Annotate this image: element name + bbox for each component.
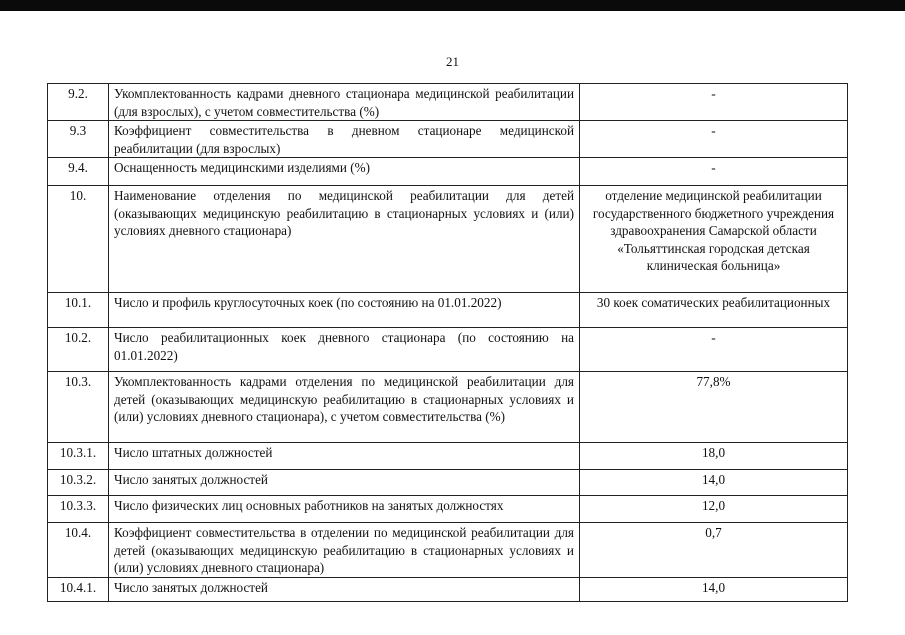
row-description: Число штатных должностей [109,443,580,470]
row-description: Наименование отделения по медицинской реабилитации для детей (оказывающих медицинскую реабилитацию в стационарных условиях и (или) условиях дневного стационара) [109,186,580,293]
row-number: 10.3.2. [48,470,109,496]
row-value: 18,0 [580,443,848,470]
table-row [48,443,848,470]
row-description: Число занятых должностей [109,470,580,496]
table-row [48,328,848,372]
row-number: 9.3 [48,121,109,158]
table-row [48,372,848,443]
row-number: 10.4.1. [48,577,109,601]
table-row [48,84,848,121]
indicator-table [47,83,848,602]
row-description: Укомплектованность кадрами дневного стационара медицинской реабилитации (для взрослых), с учетом совместительства (%) [109,84,580,121]
row-number: 10. [48,186,109,293]
row-description: Число физических лиц основных работников на занятых должностях [109,496,580,523]
page-number: 21 [446,54,459,69]
row-number: 9.4. [48,158,109,186]
row-value: 14,0 [580,577,848,601]
row-description: Коэффициент совместительства в отделении по медицинской реабилитации для детей (оказывающих медицинскую реабилитацию в стационарных условиях и (или) условиях дневного стационара) [109,523,580,578]
row-value: отделение медицинской реабилитации государственного бюджетного учреждения здравоохранения Самарской области «Тольяттинская городская детская клиническая больница» [580,186,848,293]
table-row [48,293,848,328]
table-row [48,523,848,578]
scan-top-border [0,0,905,11]
row-value: - [580,84,848,121]
row-value: 30 коек соматических реабилитационных [580,293,848,328]
row-value: - [580,121,848,158]
row-description: Укомплектованность кадрами отделения по медицинской реабилитации для детей (оказывающих медицинскую реабилитацию в стационарных условиях и (или) условиях дневного стационара), с учетом совместительства (%) [109,372,580,443]
row-value: 0,7 [580,523,848,578]
table-row [48,496,848,523]
row-number: 10.1. [48,293,109,328]
row-value: 12,0 [580,496,848,523]
row-value: 77,8% [580,372,848,443]
row-description: Число занятых должностей [109,577,580,601]
table-row [48,577,848,601]
row-description: Число и профиль круглосуточных коек (по состоянию на 01.01.2022) [109,293,580,328]
table-row [48,121,848,158]
row-number: 10.3.1. [48,443,109,470]
row-value: - [580,158,848,186]
row-value: 14,0 [580,470,848,496]
row-value: - [580,328,848,372]
row-number: 10.4. [48,523,109,578]
table-row [48,470,848,496]
table-row [48,158,848,186]
row-number: 10.3. [48,372,109,443]
row-number: 10.2. [48,328,109,372]
row-description: Число реабилитационных коек дневного стационара (по состоянию на 01.01.2022) [109,328,580,372]
table-row [48,186,848,293]
row-number: 10.3.3. [48,496,109,523]
row-number: 9.2. [48,84,109,121]
row-description: Коэффициент совместительства в дневном стационаре медицинской реабилитации (для взрослых) [109,121,580,158]
row-description: Оснащенность медицинскими изделиями (%) [109,158,580,186]
